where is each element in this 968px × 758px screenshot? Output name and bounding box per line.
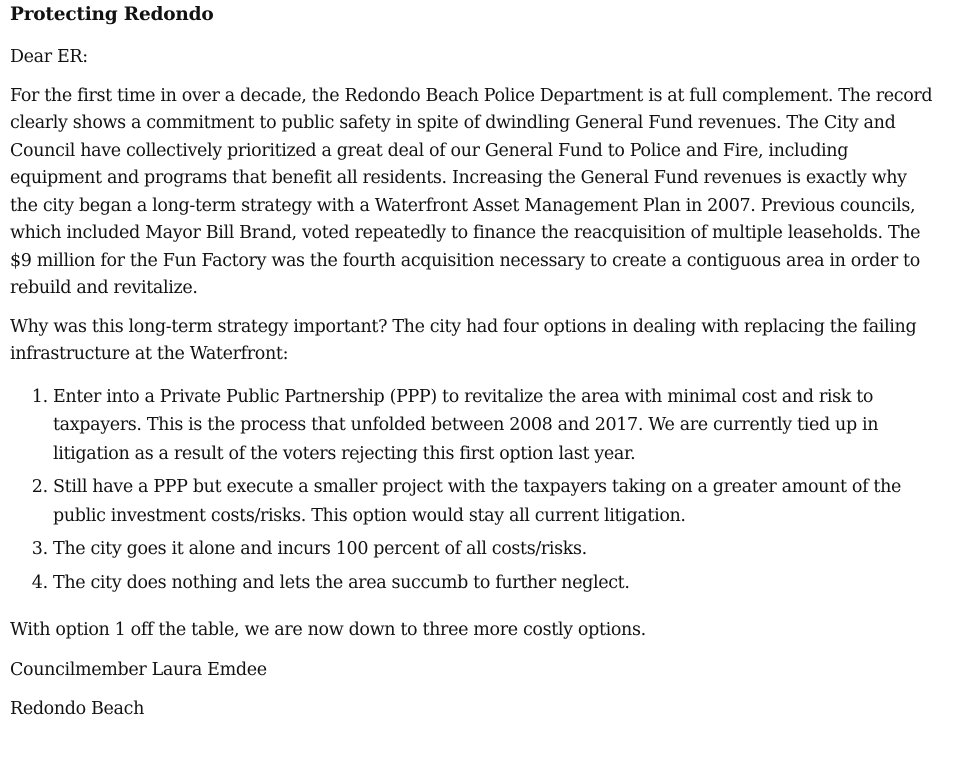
closing-paragraph: With option 1 off the table, we are now down to three more costly options. [10,620,646,640]
signature-name: Councilmember Laura Emdee [10,659,267,680]
letter-title: Protecting Redondo [10,4,214,25]
body-paragraph-1: For the first time in over a decade, the Redondo Beach Police Department is at full complement. The record clearly shows a commitment to public safety in spite of dwindling General Fund revenues. The City and Council have collectively prioritized a great deal of our General Fund to Police and Fire, including equipment and programs that benefit all residents. Increasing the General Fund revenues is exactly why the city began a long-term strategy with a Waterfront Asset Management Plan in 2007. Previous councils, which included Mayor Bill Brand, voted repeatedly to finance the reacquisition of multiple leaseholds. The $9 million for the Fun Factory was the fourth acquisition necessary to create a contiguous area in order to rebuild and revitalize. [10,85,933,298]
salutation: Dear ER: [10,47,88,67]
option-item-2: 2. Still have a PPP but execute a smaller project with the taxpayers taking on a greater amount of the public investment costs/risks. This option would stay all current litigation. [53,473,938,530]
option-item-1: 1. Enter into a Private Public Partnership (PPP) to revitalize the area with minimal cost and risk to taxpayers. This is the process that unfolded between 2008 and 2017. We are currently tied up in litigation as a result of the voters rejecting this first option last year. [53,383,938,469]
body-paragraph-2: Why was this long-term strategy important? The city had four options in dealing with replacing the failing infrastructure at the Waterfront: [10,316,917,364]
signature-location: Redondo Beach [10,699,145,719]
options-list [10,383,938,598]
option-item-3: 3. The city goes it alone and incurs 100 percent of all costs/risks. [53,535,938,564]
option-item-4: 4. The city does nothing and lets the area succumb to further neglect. [53,569,938,598]
